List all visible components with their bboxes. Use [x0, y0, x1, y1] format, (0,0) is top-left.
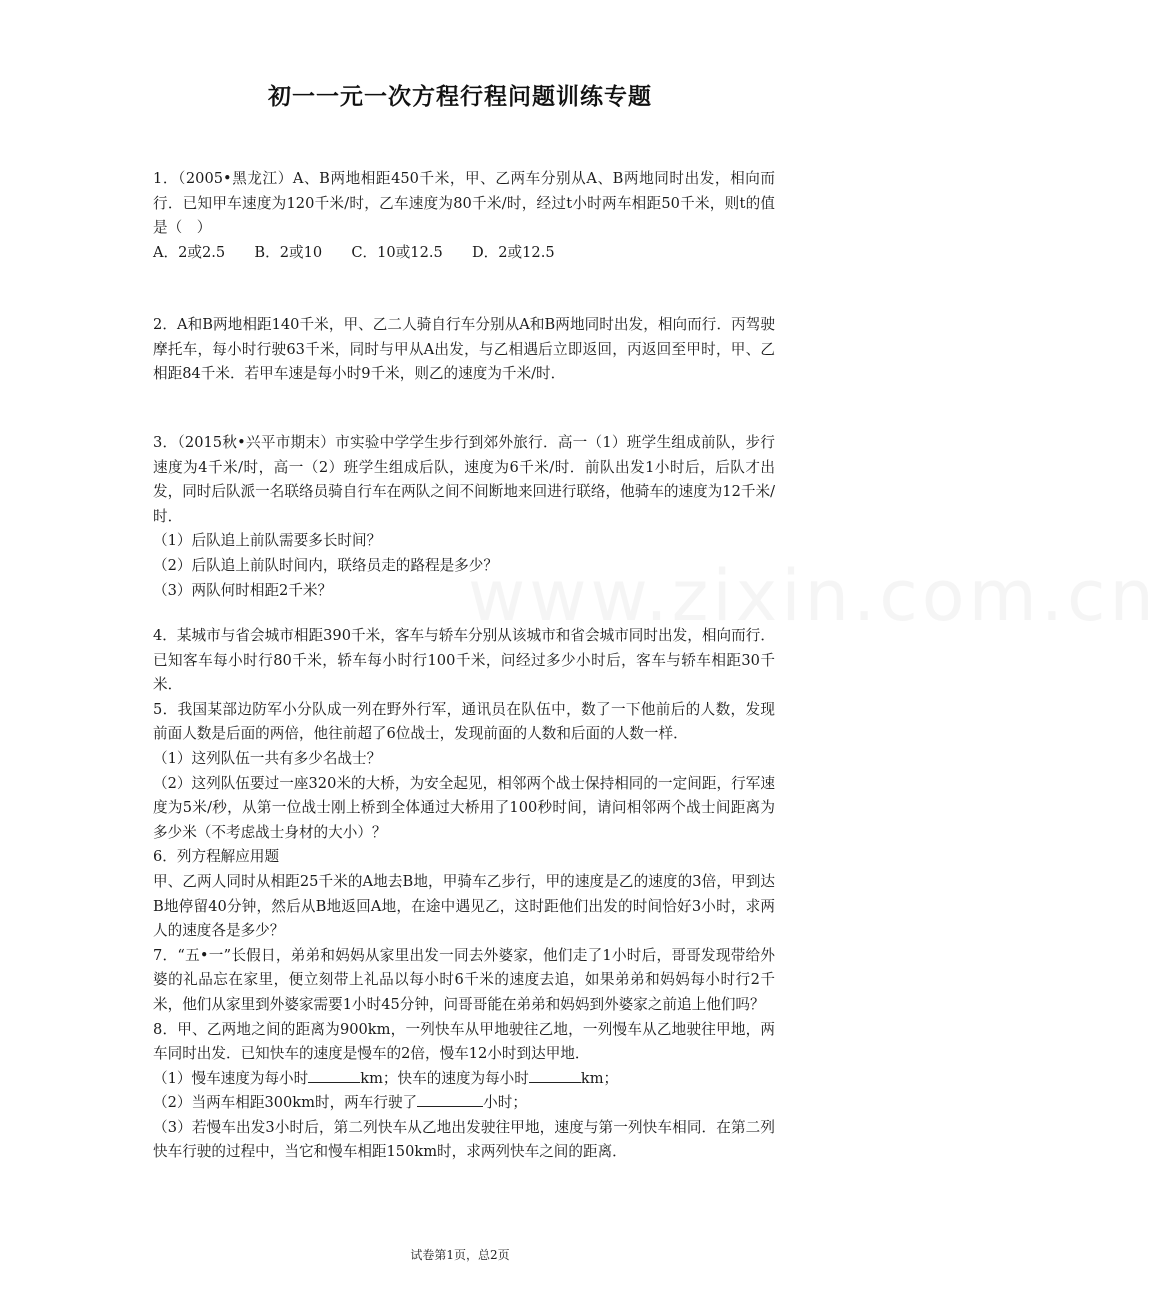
q8-sub1-suffix: km；	[580, 1069, 619, 1087]
question-4-text: 4．某城市与省会城市相距390千米，客车与轿车分别从该城市和省会城市同时出发，相向而行．已知客车每小时行80千米，轿车每小时行100千米，问经过多少小时后，客车与轿车相距30千米．	[153, 627, 775, 694]
answer-blank-fast-speed[interactable]	[529, 1067, 581, 1083]
question-5-sub-2: （2）这列队伍要过一座320米的大桥，为安全起见，相邻两个战士保持相同的一定间距，行军速度为5米/秒，从第一位战士刚上桥到全体通过大桥用了100秒时间，请问相邻两个战士间距离为多少米（不考虑战士身材的大小）？	[153, 774, 775, 841]
answer-blank-hours[interactable]	[417, 1091, 483, 1107]
page-title: 初一一元一次方程行程问题训练专题	[268, 84, 652, 110]
question-2	[153, 313, 775, 387]
question-6-text: 甲、乙两人同时从相距25千米的A地去B地，甲骑车乙步行，甲的速度是乙的速度的3倍，甲到达B地停留40分钟，然后从B地返回A地，在途中遇见乙，这时距他们出发的时间恰好3小时，求两人的速度各是多少？	[153, 872, 775, 940]
question-3-sub-1: （1）后队追上前队需要多长时间？	[153, 532, 382, 550]
q8-sub1-prefix: （1）慢车速度为每小时	[153, 1069, 309, 1087]
question-8-sub-1	[153, 1067, 775, 1092]
q8-sub2-suffix: 小时；	[483, 1094, 527, 1112]
question-7-text: 7．“五•一”长假日，弟弟和妈妈从家里出发一同去外婆家，他们走了1小时后，哥哥发现带给外婆的礼品忘在家里，便立刻带上礼品以每小时6千米的速度去追，如果弟弟和妈妈每小时行2千米，他们从家里到外婆家需要1小时45分钟，问哥哥能在弟弟和妈妈到外婆家之前追上他们吗？	[153, 946, 775, 1013]
question-5-sub-1: （1）这列队伍一共有多少名战士？	[153, 749, 382, 767]
question-1-options: A．2或2.5 B．2或10 C．10或12.5 D．2或12.5	[153, 243, 555, 261]
answer-blank-slow-speed[interactable]	[308, 1067, 360, 1083]
question-1	[153, 167, 775, 265]
question-8-sub-2	[153, 1091, 775, 1116]
watermark: www.zixin.com.cn	[468, 555, 1158, 637]
question-8-text: 8．甲、乙两地之间的距离为900km，一列快车从甲地驶往乙地，一列慢车从乙地驶往甲地，两车同时出发．已知快车的速度是慢车的2倍，慢车12小时到达甲地．	[153, 1020, 775, 1063]
question-3-sub-2: （2）后队追上前队时间内，联络员走的路程是多少？	[153, 556, 498, 574]
question-3	[153, 431, 775, 603]
question-1-text: 1．（2005•黑龙江）A、B两地相距450千米，甲、乙两车分别从A、B两地同时出发，相向而行．已知甲车速度为120千米/时，乙车速度为80千米/时，经过t小时两车相距50千米，则t的值是（ ）	[153, 170, 775, 237]
question-2-text: 2．A和B两地相距140千米，甲、乙二人骑自行车分别从A和B两地同时出发，相向而行．丙驾驶摩托车，每小时行驶63千米，同时与甲从A出发，与乙相遇后立即返回，丙返回至甲时，甲、乙相距84千米．若甲车速是每小时9千米，则乙的速度为千米/时．	[153, 316, 775, 383]
question-5-text: 5．我国某部边防军小分队成一列在野外行军，通讯员在队伍中，数了一下他前后的人数，发现前面人数是后面的两倍，他往前超了6位战士，发现前面的人数和后面的人数一样．	[153, 700, 775, 743]
question-4-to-8	[153, 624, 775, 1165]
question-8-sub-3: （3）若慢车出发3小时后，第二列快车从乙地出发驶往甲地，速度与第一列快车相同．在第二列快车行驶的过程中，当它和慢车相距150km时，求两列快车之间的距离．	[153, 1118, 775, 1161]
question-3-sub-3: （3）两队何时相距2千米？	[153, 581, 333, 599]
q8-sub2-prefix: （2）当两车相距300km时，两车行驶了	[153, 1094, 418, 1112]
question-6-heading: 6．列方程解应用题	[153, 848, 280, 866]
page-footer: 试卷第1页，总2页	[410, 1248, 510, 1262]
q8-sub1-middle: km；快车的速度为每小时	[360, 1069, 529, 1087]
question-3-text: 3．（2015秋•兴平市期末）市实验中学学生步行到郊外旅行．高一（1）班学生组成前队，步行速度为4千米/时，高一（2）班学生组成后队，速度为6千米/时．前队出发1小时后，后队才出发，同时后队派一名联络员骑自行车在两队之间不间断地来回进行联络，他骑车的速度为12千米/时．	[153, 434, 775, 525]
